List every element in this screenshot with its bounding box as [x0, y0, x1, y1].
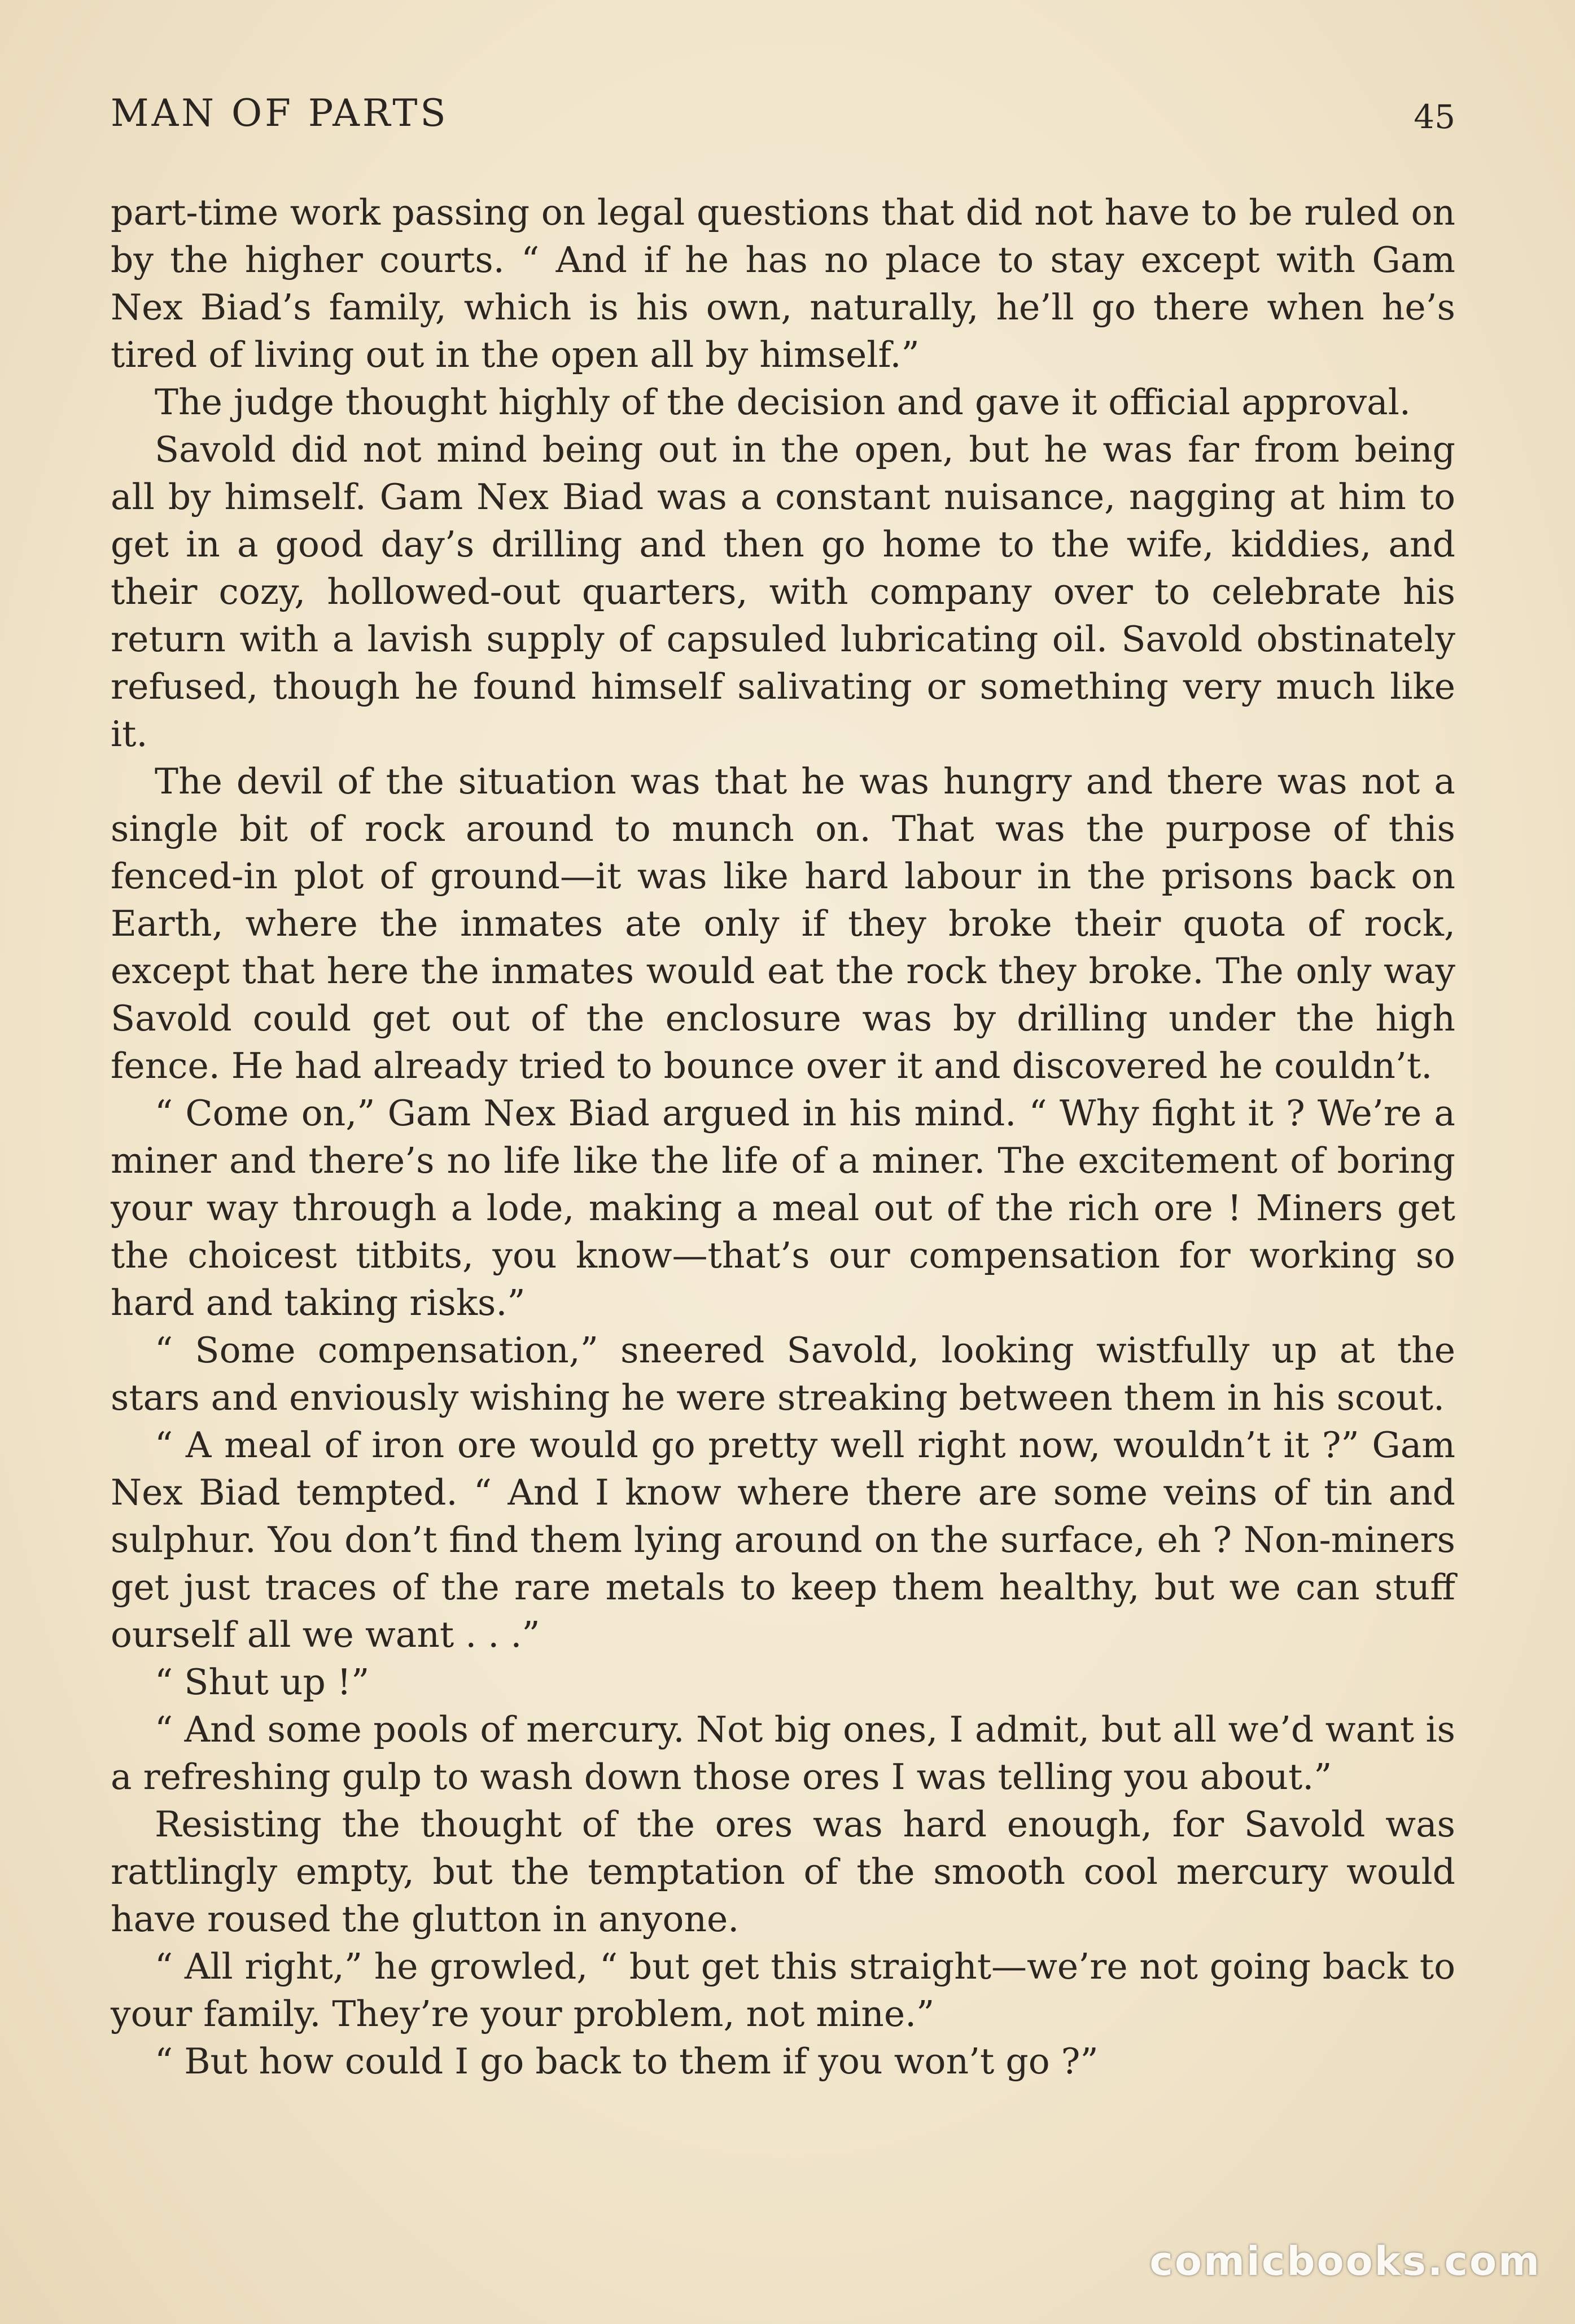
paragraph: “ But how could I go back to them if you won’t go ?”: [155, 2041, 1099, 2082]
paragraph: Resisting the thought of the ores was hard enough, for Savold was rattlingly empty, but the temptation of the smooth cool mercury would have roused the glutton in anyone.: [111, 1804, 1455, 1940]
paragraph: The judge thought highly of the decision and gave it official approval.: [155, 382, 1411, 423]
paragraph: “ Shut up !”: [155, 1661, 370, 1703]
running-title: MAN OF PARTS: [111, 91, 449, 135]
paragraph: “ A meal of iron ore would go pretty well right now, wouldn’t it ?” Gam Nex Biad tempted. “ And I know where there are some veins of tin and sulphur. You don’t find them lying around on the surface, eh ? Non-miners get just traces of the rare metals to keep them healthy, but we can stuff ourself all we want . . .”: [111, 1424, 1455, 1655]
page-number: 45: [1414, 98, 1455, 136]
paragraph: part-time work passing on legal questions that did not have to be ruled on by the higher courts. “ And if he has no place to stay except with Gam Nex Biad’s family, which is his own, naturally, he’ll go there when he’s tired of living out in the open all by himself.”: [111, 192, 1455, 375]
paragraph: “ Come on,” Gam Nex Biad argued in his mind. “ Why fight it ? We’re a miner and there’s no life like the life of a miner. The excitement of boring your way through a lode, making a meal out of the rich ore ! Miners get the choicest titbits, you know—that’s our compensation for working so hard and taking risks.”: [111, 1093, 1455, 1323]
paragraph: The devil of the situation was that he was hungry and there was not a single bit of rock around to munch on. That was the purpose of this fenced-in plot of ground—it was like hard labour in the prisons back on Earth, where the inmates ate only if they broke their quota of rock, except that here the inmates would eat the rock they broke. The only way Savold could get out of the enclosure was by drilling under the high fence. He had already tried to bounce over it and discovered he couldn’t.: [111, 761, 1455, 1086]
paragraph: “ All right,” he growled, “ but get this straight—we’re not going back to your family. They’re your problem, not mine.”: [111, 1946, 1455, 2034]
paragraph: Savold did not mind being out in the open, but he was far from being all by himself. Gam Nex Biad was a constant nuisance, nagging at him to get in a good day’s drilling and then go home to the wife, kiddies, and their cozy, hollowed-out quarters, with company over to celebrate his return with a lavish supply of capsuled lubricating oil. Savold obstinately refused, though he found himself salivating or something very much like it.: [111, 429, 1455, 755]
page-header: [111, 91, 1455, 157]
paragraph: “ And some pools of mercury. Not big ones, I admit, but all we’d want is a refreshing gulp to wash down those ores I was telling you about.”: [111, 1709, 1455, 1797]
paragraph: “ Some compensation,” sneered Savold, looking wistfully up at the stars and enviously wishing he were streaking between them in his scout.: [111, 1330, 1455, 1418]
body-text: [111, 189, 1455, 2085]
watermark: comicbooks.com: [1149, 2238, 1541, 2284]
